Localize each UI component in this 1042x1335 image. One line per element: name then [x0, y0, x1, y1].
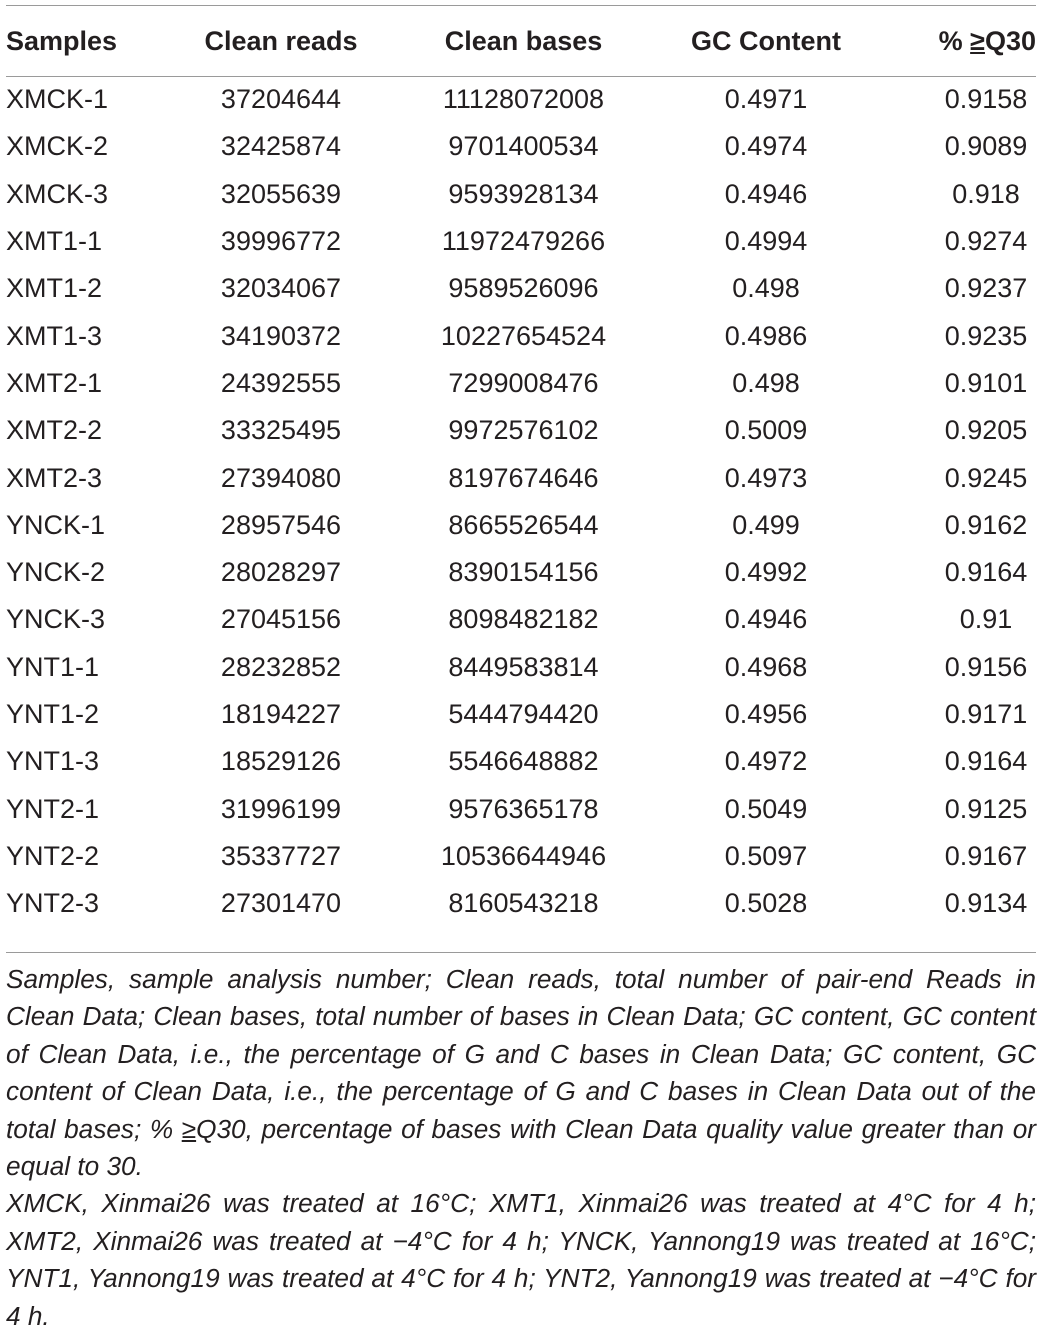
table-cell: YNCK-2	[6, 557, 106, 588]
table-cell: 9589526096	[448, 273, 599, 304]
table-cell: 0.9167	[944, 840, 1028, 871]
table-row	[6, 596, 1036, 643]
table-cell: 7299008476	[448, 367, 599, 398]
table-cell: 9576365178	[448, 793, 599, 824]
table-cell: 18529126	[220, 746, 342, 777]
table-cell: 0.4974	[724, 131, 808, 162]
table-cell: 0.9237	[944, 273, 1028, 304]
table-cell: 0.5009	[724, 415, 808, 446]
table-cell: XMT2-3	[6, 462, 103, 493]
table-row	[6, 171, 1036, 218]
table-row	[6, 218, 1036, 265]
table-cell: XMT1-3	[6, 320, 103, 351]
table-cell: XMT1-1	[6, 226, 103, 257]
column-header: Clean bases	[444, 25, 603, 56]
table-row	[6, 549, 1036, 596]
table-cell: 0.9164	[944, 746, 1028, 777]
table-cell: 34190372	[220, 320, 342, 351]
table-row	[6, 502, 1036, 549]
table-cell: 32055639	[220, 178, 342, 209]
table-cell: 0.5097	[724, 840, 808, 871]
table-cell: 8160543218	[448, 888, 599, 919]
table-cell: YNT1-2	[6, 699, 100, 729]
table-row	[6, 265, 1036, 312]
table-row	[6, 454, 1036, 501]
table-cell: 5546648882	[448, 746, 599, 777]
footnote-definitions: Samples, sample analysis number; Clean reads, total number of pair-end Reads in Clean Data; Clean bases, total number of bases in Clean Data; GC content, GC content of Clean Data, i.e., the percentage of G and C bases in Clean Data; GC content, GC content of Clean Data, i.e., the percentage of G and C bases in Clean Data out of the total bases; % ≥Q30, percentage of bases with Clean Data quality value greater than or equal to 30.	[6, 964, 1036, 1182]
table-row	[6, 64, 1036, 123]
table-cell: 0.498	[732, 367, 800, 398]
table-cell: 0.9125	[944, 793, 1028, 824]
table-cell: 18194227	[220, 699, 342, 729]
table-cell: YNCK-1	[6, 509, 106, 540]
table-cell: 32425874	[220, 131, 342, 162]
table-cell: YNT1-1	[6, 651, 100, 682]
table-cell: 0.9245	[944, 462, 1028, 493]
table-cell: 0.918	[952, 178, 1020, 209]
table-cell: 0.4972	[724, 746, 808, 777]
table-cell: 27301470	[220, 888, 342, 919]
q30-header-label: % ≥Q30	[938, 25, 1036, 56]
table-cell: 5444794420	[448, 699, 599, 729]
table-cell: 39996772	[220, 226, 342, 257]
table-cell: 11972479266	[441, 226, 606, 257]
table-cell: 0.9164	[944, 557, 1028, 588]
table-cell: 9972576102	[448, 415, 599, 446]
column-header: Samples	[6, 25, 118, 56]
sequencing-stats-table	[6, 18, 1036, 927]
table-cell: 8449583814	[448, 651, 599, 682]
table-cell: 0.4946	[724, 604, 808, 635]
table-cell: YNCK-3	[6, 604, 106, 635]
table-cell: YNT2-2	[6, 840, 100, 871]
table-cell: 28028297	[220, 557, 342, 588]
table-cell: 0.4971	[724, 84, 808, 115]
table-cell: 9701400534	[448, 131, 599, 162]
table-cell: 10536644946	[440, 840, 607, 871]
table-cell: XMT2-2	[6, 415, 103, 446]
table-cell: 0.4992	[724, 557, 808, 588]
table-cell: 0.9162	[944, 509, 1028, 540]
column-header: GC Content	[691, 25, 841, 56]
table-cell: XMCK-3	[6, 178, 109, 209]
table-row	[6, 785, 1036, 832]
table-cell: 0.4946	[724, 178, 808, 209]
table-cell: 0.9274	[944, 226, 1028, 257]
table-cell: 0.9134	[944, 888, 1028, 919]
table-cell: 8098482182	[448, 604, 599, 635]
table-cell: 28232852	[220, 651, 342, 682]
table-cell: 0.4986	[724, 320, 808, 351]
table-cell: XMT2-1	[6, 367, 103, 398]
table-cell: YNT2-3	[6, 888, 100, 919]
table-cell: 8665526544	[448, 509, 599, 540]
table-row	[6, 312, 1036, 359]
table-cell: 9593928134	[448, 178, 599, 209]
table-cell: 33325495	[220, 415, 342, 446]
table-cell: 8390154156	[448, 557, 599, 588]
table-cell: 0.4994	[724, 226, 808, 257]
table-bottom-rule	[6, 952, 1036, 953]
table-cell: 27045156	[220, 604, 342, 635]
table-cell: 0.5028	[724, 888, 808, 919]
table-cell: 24392555	[220, 367, 342, 398]
table-body	[6, 64, 1036, 927]
table-cell: 0.499	[732, 509, 800, 540]
table-cell: 0.5049	[724, 793, 808, 824]
table-cell: 35337727	[220, 840, 342, 871]
table-row	[6, 738, 1036, 785]
table-cell: 31996199	[220, 793, 342, 824]
table-cell: 10227654524	[440, 320, 607, 351]
table-cell: 37204644	[220, 84, 342, 115]
table-footnotes	[6, 961, 1036, 1335]
table-cell: XMT1-2	[6, 273, 103, 304]
table-row	[6, 123, 1036, 170]
table-top-rule	[6, 5, 1036, 6]
table-cell: YNT2-1	[6, 793, 100, 824]
footnote-treatments: XMCK, Xinmai26 was treated at 16°C; XMT1, Xinmai26 was treated at 4°C for 4 h; XMT2, Xinmai26 was treated at −4°C for 4 h; YNCK, Yannong19 was treated at 16°C; YNT1, Yannong19 was treated at 4°C for 4 h; YNT2, Yannong19 was treated at −4°C for 4 h.	[6, 1188, 1036, 1331]
table-cell: 0.9205	[944, 415, 1028, 446]
table-row	[6, 644, 1036, 691]
table-cell: 0.91	[959, 604, 1013, 635]
table-header-row	[6, 18, 1036, 64]
table-cell: 0.9101	[944, 367, 1028, 398]
column-header: Clean reads	[204, 25, 358, 56]
table-cell: 0.9156	[944, 651, 1028, 682]
table-cell: 0.9171	[944, 699, 1028, 729]
table-cell: 0.9089	[944, 131, 1028, 162]
table-cell: 32034067	[220, 273, 342, 304]
table-cell: 28957546	[220, 509, 342, 540]
table-cell: XMCK-2	[6, 131, 109, 162]
table-cell: 0.4968	[724, 651, 808, 682]
table-cell: 0.4956	[724, 699, 808, 729]
table-row	[6, 360, 1036, 407]
table-cell: 0.9158	[944, 84, 1028, 115]
table-cell: XMCK-1	[6, 84, 109, 115]
table-cell: 8197674646	[448, 462, 599, 493]
table-row	[6, 833, 1036, 880]
table-cell: 0.9235	[944, 320, 1028, 351]
table-cell: 0.498	[732, 273, 800, 304]
column-header	[871, 18, 1036, 64]
table-row	[6, 691, 1036, 738]
table-cell: 11128072008	[442, 84, 605, 115]
table-cell: YNT1-3	[6, 746, 100, 777]
table-cell: 0.4973	[724, 462, 808, 493]
table-row	[6, 407, 1036, 454]
table-row	[6, 880, 1036, 927]
table-cell: 27394080	[220, 462, 342, 493]
